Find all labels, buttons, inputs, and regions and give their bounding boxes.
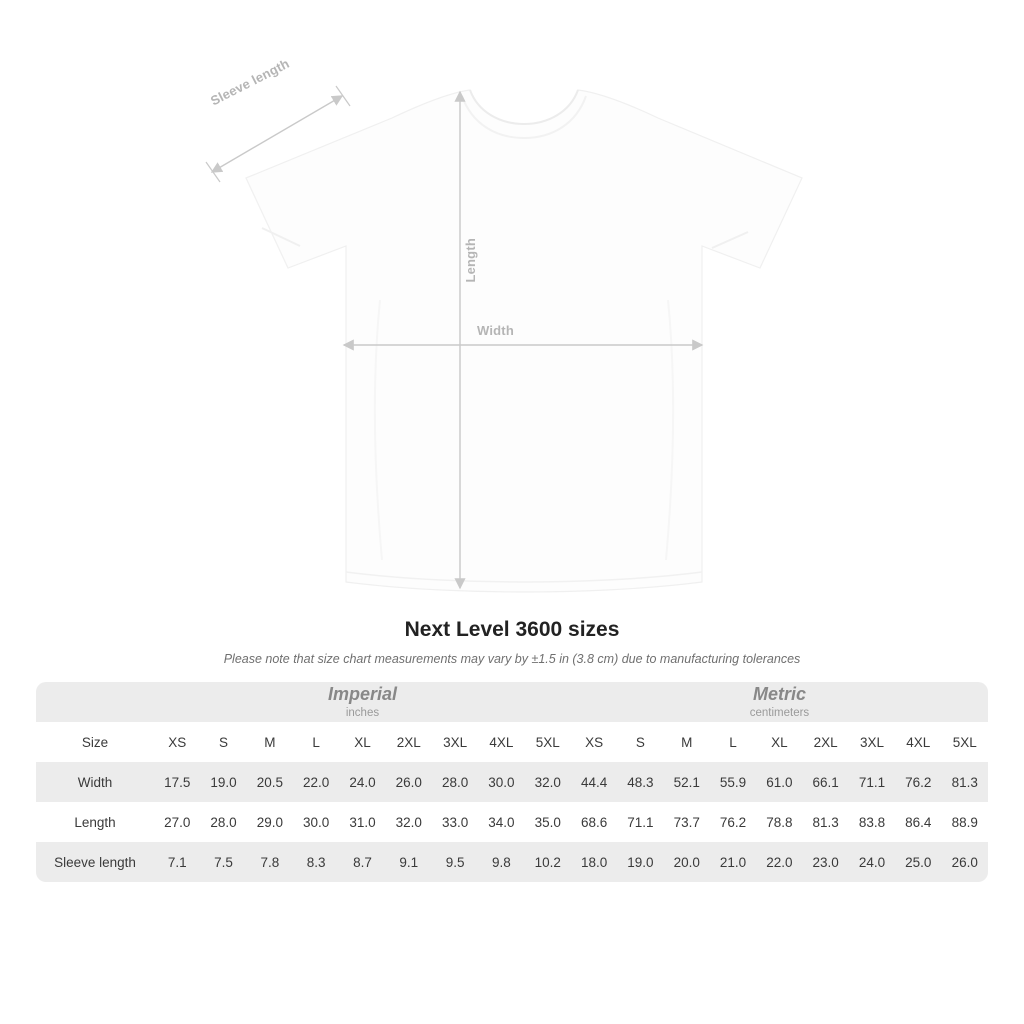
size-chart-table [36,682,988,882]
cell-length-met-s: 71.1 [617,802,663,842]
row-label-length: Length [36,802,154,842]
cell-length-imp-5xl: 35.0 [525,802,571,842]
system-unit-imperial: inches [345,707,380,720]
cell-length-imp-3xl: 33.0 [432,802,478,842]
size-header-met-m: M [681,734,693,750]
cell-length-imp-xl: 31.0 [339,802,385,842]
length-label: Length [463,238,478,283]
cell-length-met-5xl: 88.9 [941,802,988,842]
cell-sleeve-met-3xl: 24.0 [849,842,895,882]
size-header-met-xl: XL [771,734,788,750]
cell-width-imp-m: 20.5 [247,762,293,802]
cell-sleeve-met-s: 19.0 [617,842,663,882]
size-header-met-l: L [729,734,737,750]
cell-sleeve-imp-l: 8.3 [293,842,339,882]
cell-sleeve-met-xl: 22.0 [756,842,802,882]
size-header-imp-2xl: 2XL [396,734,421,750]
cell-width-met-5xl: 81.3 [941,762,988,802]
cell-length-imp-4xl: 34.0 [478,802,524,842]
row-label-sleeve-length: Sleeve length [36,842,154,882]
cell-sleeve-imp-s: 7.5 [200,842,246,882]
cell-width-imp-xl: 24.0 [339,762,385,802]
cell-sleeve-imp-xs: 7.1 [154,842,200,882]
cell-sleeve-met-2xl: 23.0 [802,842,848,882]
page-title: Next Level 3600 sizes [404,618,620,641]
cell-width-met-4xl: 76.2 [895,762,941,802]
row-label-width: Width [36,762,154,802]
system-name-metric: Metric [752,683,806,704]
cell-sleeve-met-l: 21.0 [710,842,756,882]
size-header-met-2xl: 2XL [813,734,838,750]
system-header-spacer [36,682,154,722]
system-name-imperial: Imperial [327,683,397,704]
sleeve-length-label: Sleeve length [208,55,292,109]
cell-length-met-xl: 78.8 [756,802,802,842]
cell-length-imp-xs: 27.0 [154,802,200,842]
system-header-row [36,682,988,722]
cell-width-imp-l: 22.0 [293,762,339,802]
cell-width-met-xl: 61.0 [756,762,802,802]
cell-length-met-xs: 68.6 [571,802,617,842]
cell-sleeve-imp-5xl: 10.2 [525,842,571,882]
cell-width-imp-5xl: 32.0 [525,762,571,802]
size-header-met-4xl: 4XL [906,734,931,750]
tshirt-shape [246,90,802,592]
cell-sleeve-met-m: 20.0 [664,842,710,882]
cell-sleeve-met-xs: 18.0 [571,842,617,882]
cell-length-met-2xl: 81.3 [802,802,848,842]
cell-width-imp-3xl: 28.0 [432,762,478,802]
cell-sleeve-imp-4xl: 9.8 [478,842,524,882]
cell-sleeve-imp-m: 7.8 [247,842,293,882]
cell-length-imp-s: 28.0 [200,802,246,842]
system-header-imperial [154,682,571,722]
cell-width-met-s: 48.3 [617,762,663,802]
cell-width-met-xs: 44.4 [571,762,617,802]
cell-length-imp-2xl: 32.0 [386,802,432,842]
size-header-imp-s: S [219,734,229,750]
table-row [36,842,988,882]
cell-sleeve-imp-xl: 8.7 [339,842,385,882]
cell-length-imp-m: 29.0 [247,802,293,842]
size-header-met-s: S [635,734,645,750]
size-chart-table-wrap [36,682,988,882]
tolerance-note: Please note that size chart measurements may vary by ±1.5 in (3.8 cm) due to manufacturing tolerances [223,652,801,666]
cell-sleeve-met-4xl: 25.0 [895,842,941,882]
size-header-imp-l: L [312,734,320,750]
table-row [36,802,988,842]
cell-width-imp-4xl: 30.0 [478,762,524,802]
cell-length-met-l: 76.2 [710,802,756,842]
size-header-met-5xl: 5XL [952,734,977,750]
size-header-row [36,722,988,762]
cell-length-met-m: 73.7 [664,802,710,842]
table-row [36,762,988,802]
size-header-imp-xs: XS [168,734,187,750]
system-header-metric [571,682,988,722]
size-header-met-xs: XS [585,734,604,750]
size-header-imp-4xl: 4XL [489,734,514,750]
size-header-label: Size [81,734,109,750]
width-label: Width [477,323,514,338]
cell-width-met-2xl: 66.1 [802,762,848,802]
size-header-met-3xl: 3XL [859,734,884,750]
cell-sleeve-met-5xl: 26.0 [941,842,988,882]
cell-width-met-3xl: 71.1 [849,762,895,802]
size-header-imp-3xl: 3XL [443,734,468,750]
cell-length-met-4xl: 86.4 [895,802,941,842]
cell-width-met-m: 52.1 [664,762,710,802]
cell-sleeve-imp-3xl: 9.5 [432,842,478,882]
size-header-imp-m: M [264,734,276,750]
size-header-imp-5xl: 5XL [535,734,560,750]
cell-width-imp-s: 19.0 [200,762,246,802]
size-header-imp-xl: XL [354,734,371,750]
cell-width-imp-xs: 17.5 [154,762,200,802]
title-block [0,618,1024,666]
cell-width-imp-2xl: 26.0 [386,762,432,802]
cell-length-imp-l: 30.0 [293,802,339,842]
cell-length-met-3xl: 83.8 [849,802,895,842]
system-unit-metric: centimeters [749,707,810,720]
cell-width-met-l: 55.9 [710,762,756,802]
cell-sleeve-imp-2xl: 9.1 [386,842,432,882]
